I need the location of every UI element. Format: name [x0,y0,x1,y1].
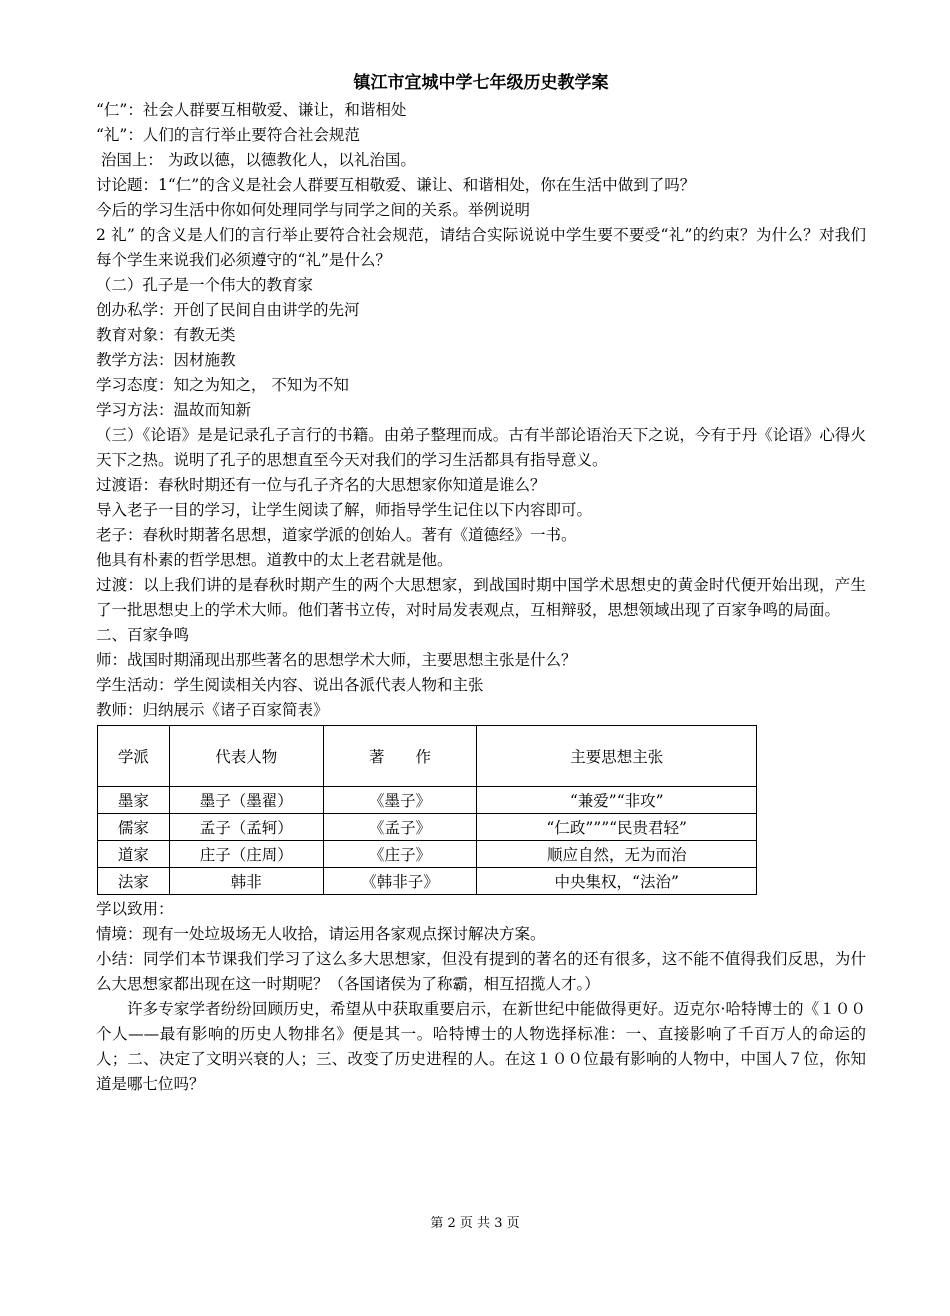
paragraph-transition-2: 过渡：以上我们讲的是春秋时期产生的两个大思想家，到战国时期中国学术思想史的黄金时代便开始出现，产生了一批思想史上的学术大师。他们著书立传，对时局发表观点，互相辩驳，思想领域出现了百家争鸣的局面。 [96,576,866,619]
table-cell: 儒家 [98,814,170,841]
text-line-transition-1: 过渡语：春秋时期还有一位与孔子齐名的大思想家你知道是谁么？ [96,476,546,494]
text-line-education-target: 教育对象：有教无类 [96,326,236,344]
table-cell: 《庄子》 [323,841,477,868]
table-row [98,814,757,841]
page-title: 镇江市宜城中学七年级历史教学案 [353,73,609,93]
text-line-teacher-question: 师：战国时期涌现出那些著名的思想学术大师，主要思想主张是什么？ [96,651,577,669]
table-cell: 中央集权，“法治” [477,868,757,895]
table-cell: 墨家 [98,787,170,814]
table-cell: 《孟子》 [323,814,477,841]
paragraph-lunyu: （三）《论语》是是记录孔子言行的书籍。由弟子整理而成。古有半部论语治天下之说，今有于丹《论语》心得火天下之热。说明了孔子的思想直至今天对我们的学习生活都具有指导意义。 [96,426,866,469]
text-line-ren: “仁”：社会人群要互相敬爱、谦让，和谐相处 [96,101,407,119]
table-cell: 道家 [98,841,170,868]
text-line-teacher-summary-table: 教师：归纳展示《诸子百家简表》 [96,701,329,719]
table-header-cell: 主要思想主张 [477,726,757,787]
text-line-application: 学以致用： [96,900,174,918]
table-cell: 孟子（孟轲） [169,814,323,841]
table-cell: “仁政”””“民贵君轻” [477,814,757,841]
page-footer: 第 2 页 共 3 页 [430,1216,520,1231]
text-line-discussion-1: 讨论题：1“仁”的含义是社会人群要互相敬爱、谦让、和谐相处，你在生活中做到了吗？ [96,176,696,194]
section-heading-hundred-schools: 二、百家争鸣 [96,626,190,644]
text-line-laozi: 老子：春秋时期著名思想，道家学派的创始人。著有《道德经》一书。 [96,526,577,544]
section-heading-educator: （二）孔子是一个伟大的教育家 [96,276,314,294]
table-header-row [98,726,757,787]
text-line-discussion-1b: 今后的学习生活中你如何处理同学与同学之间的关系。举例说明 [96,201,531,219]
table-cell: 庄子（庄周） [169,841,323,868]
table-row [98,787,757,814]
table-cell: 《墨子》 [323,787,477,814]
table-cell: 法家 [98,868,170,895]
table-row [98,868,757,895]
text-line-teaching-method: 教学方法：因材施教 [96,351,236,369]
table-header-cell: 著 作 [323,726,477,787]
paragraph-discussion-2: 2 礼” 的含义是人们的言行举止要符合社会规范，请结合实际说说中学生要不要受“礼”的约束？为什么？对我们每个学生来说我们必须遵守的“礼”是什么？ [96,226,866,269]
text-line-li: “礼”：人们的言行举止要符合社会规范 [96,126,360,144]
text-line-student-activity: 学生活动：学生阅读相关内容、说出各派代表人物和主张 [96,676,484,694]
table-cell: 墨子（墨翟） [169,787,323,814]
text-line-zhiguo: 治国上： 为政以德，以德教化人，以礼治国。 [96,151,416,169]
text-line-learning-method: 学习方法：温故而知新 [96,401,252,419]
table-header-cell: 代表人物 [169,726,323,787]
table-cell: 顺应自然，无为而治 [477,841,757,868]
text-line-laozi-intro: 导入老子一目的学习，让学生阅读了解，师指导学生记住以下内容即可。 [96,501,593,519]
text-line-scenario: 情境：现有一处垃圾场无人收拾，请运用各家观点探讨解决方案。 [96,925,546,943]
paragraph-summary: 小结：同学们本节课我们学习了这么多大思想家，但没有提到的著名的还有很多，这不能不值得我们反思，为什么大思想家都出现在这一时期呢？（各国诸侯为了称霸，相互招揽人才。） [96,950,866,993]
table-cell: 《韩非子》 [323,868,477,895]
table-header-cell: 学派 [98,726,170,787]
text-line-private-school: 创办私学：开创了民间自由讲学的先河 [96,301,360,319]
schools-table [97,725,757,895]
table-row [98,841,757,868]
text-line-learning-attitude: 学习态度：知之为知之， 不知为不知 [96,376,349,394]
table-cell: 韩非 [169,868,323,895]
document-page [96,68,866,1097]
text-line-laozi-philosophy: 他具有朴素的哲学思想。道教中的太上老君就是他。 [96,551,453,569]
paragraph-hart-list: 许多专家学者纷纷回顾历史，希望从中获取重要启示，在新世纪中能做得更好。迈克尔·哈特博士的《１００个人——最有影响的历史人物排名》便是其一。哈特博士的人物选择标准：一、直接影响了千百万人的命运的人；二、决定了文明兴衰的人；三、改变了历史进程的人。在这１００位最有影响的人物中，中国人７位，你知道是哪七位吗？ [96,1000,866,1093]
table-cell: “兼爱”“非攻” [477,787,757,814]
